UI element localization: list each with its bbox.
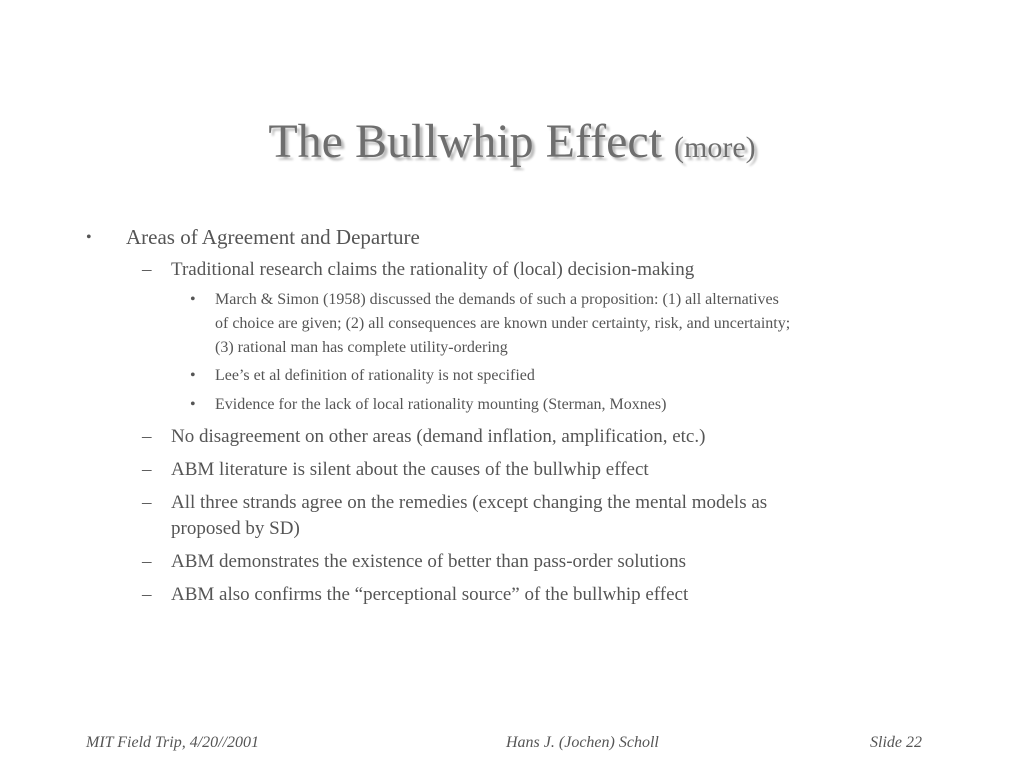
dash-marker: – bbox=[142, 459, 152, 480]
bullet-text: ABM also confirms the “perceptional source” of the bullwhip effect bbox=[171, 584, 689, 605]
bullet-text: Evidence for the lack of local rationality mounting (Sterman, Moxnes) bbox=[215, 396, 667, 413]
bullet-text: ABM demonstrates the existence of better than pass-order solutions bbox=[171, 551, 686, 572]
bullet-text-line-3: (3) rational man has complete utility-ordering bbox=[215, 339, 508, 356]
dash-marker: – bbox=[142, 259, 152, 280]
bullet-text-line-1: All three strands agree on the remedies (except changing the mental models as bbox=[171, 492, 768, 513]
bullet-text-line-1: March & Simon (1958) discussed the demands of such a proposition: (1) all alternatives bbox=[215, 291, 779, 308]
dash-marker: – bbox=[142, 551, 152, 572]
bullet-text-line-2: of choice are given; (2) all consequences are known under certainty, risk, and uncertainty; bbox=[215, 315, 791, 332]
footer-center: Hans J. (Jochen) Scholl bbox=[506, 734, 659, 751]
dash-marker: – bbox=[142, 492, 152, 513]
bullet-text: ABM literature is silent about the causes of the bullwhip effect bbox=[171, 459, 649, 480]
slide-title bbox=[0, 112, 1024, 178]
bullet-text: Lee’s et al definition of rationality is not specified bbox=[215, 367, 535, 384]
title-suffix: (more) bbox=[674, 131, 756, 164]
footer-slide-number: Slide 22 bbox=[870, 734, 922, 751]
bullet-text: No disagreement on other areas (demand inflation, amplification, etc.) bbox=[171, 426, 706, 447]
footer-left: MIT Field Trip, 4/20//2001 bbox=[86, 734, 260, 751]
small-bullet-marker: • bbox=[190, 291, 196, 308]
title-main: The Bullwhip Effect bbox=[268, 115, 663, 168]
dash-marker: – bbox=[142, 426, 152, 447]
small-bullet-marker: • bbox=[190, 367, 196, 384]
dash-marker: – bbox=[142, 584, 152, 605]
bullet-marker: • bbox=[86, 229, 92, 246]
bullet-text-line-2: proposed by SD) bbox=[171, 518, 300, 539]
small-bullet-marker: • bbox=[190, 396, 196, 413]
bullet-text: Areas of Agreement and Departure bbox=[126, 225, 420, 249]
bullet-text: Traditional research claims the rationality of (local) decision-making bbox=[171, 259, 695, 280]
